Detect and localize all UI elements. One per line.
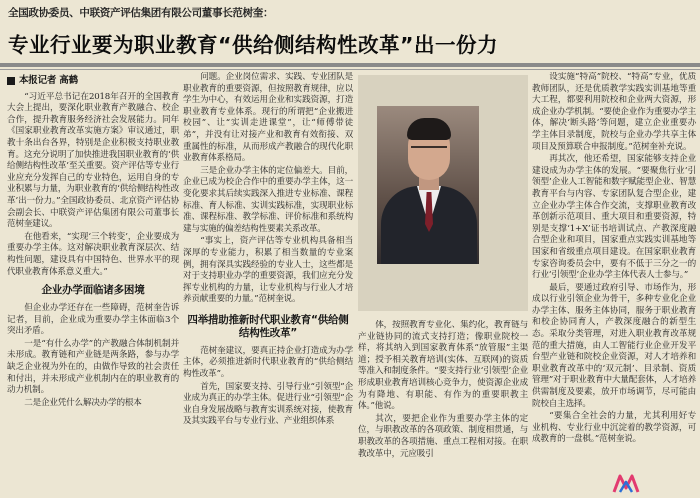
publication-logo-icon — [612, 474, 640, 494]
paragraph: 设实施“特高”院校、“特高”专业，优质教师团队，还是优质教学实践实训基地等重大工程，都要利用院校和企业两大资源，形成企业办学机制。“要使企业作为重要办学主体，解决‘断头路’等问题，建立企业重要办学主体目录制度，院校与企业办学共享主体项目及预算联合申报制度。”范树奎补充说。 — [532, 72, 696, 152]
paragraph: 一是“有什么办学”的产教融合体制机制并未形成。教育链和产业链是两条路，参与办学缺乏企业视为外在的，由做作导致的社会责任和付出，并未形成产业机制内在的职业教育的动力机制。 — [7, 338, 179, 396]
article-column-2 — [183, 72, 353, 498]
article-column-3 — [358, 320, 528, 498]
paragraph: “事实上，资产评估等专业机构具备相当深厚的专业能力，积累了相当数量的专业案例，拥有深具实践经验的专业人士，这些都是对于支持职业办学的重要资源，我们应充分发挥专业机构的力量，让专业机构与行业人才培养贡献重要的力量。”范树奎说。 — [183, 236, 353, 305]
square-bullet-icon — [7, 77, 15, 85]
paragraph: 二是企业凭什么解决办学的根本 — [24, 397, 142, 408]
paragraph: 最后，要通过政府引导、市场作为，形成以行业引领企业为骨干，多种专业化企业办学主体、服务主体协同，服务于职业教育和校企协同育人，产教深度融合的新型生态。采取分类管理，对进入职业教育改革规范的重大措施，由人工智能行业企业开发平台型产业链和院校企业资源，对人才培养和职业教育改革中的‘双元制’、目录制、资质管理”对于职业教育中大量配套体，人才培养供需制度及要素，放开市场调节，尽可能由院校自主选择。 — [532, 282, 696, 409]
headline-divider — [0, 63, 700, 67]
section-subhead: 企业办学面临诸多困境 — [41, 284, 145, 297]
article-headline: 专业行业要为职业教育“供给侧结构性改革”出一份力 — [8, 33, 498, 57]
paragraph: 在他看来，“实现‘三个转变’，企业要成为重要办学主体。这对解决职业教育深层次、结构性问题，建设具有中国特色、世界水平的现代职业教育体系意义重大。” — [7, 231, 179, 277]
paragraph: 范树奎建议，要真正持企业打造成为办学主体，必须推进新时代职业教育的“供给侧结构性改革”。 — [183, 345, 353, 380]
byline-text: 本报记者 高鹤 — [19, 75, 78, 86]
portrait-photo — [377, 106, 479, 264]
paragraph: 三是企业办学主体的定位偏差大。目前，企业已成为校企合作中的重要办学主体，这一变化要求其后续实践深入推进专业标准、课程标准、育人标准、实训实践标准，实现职业标准、课程标准、教学标准、评价标准和系统构建与实施的偏差结构性要素关系改革。 — [183, 165, 353, 234]
paragraph: 体，按照教育专业化、集约化，教育链与产业链协同的流式支持打造；像职业院校一样，将其纳入到国家教育体系“放管服”主渠道；授予相关教育培训(实体、互联网)的资质等准入和制度条件。“要支持行业‘引领型’企业形成职业教育培训核心竞争力，使资源企业成为有降地、有职能、有作为的重要职教主体。”他说。 — [358, 320, 528, 412]
paragraph: “习近平总书记在2018年召开的全国教育大会上提出，要深化职业教育产教融合、校企合作，提升教育服务经济社会发展能力。同年《国家职业教育改革实施方案》审议通过，职教十条出台各界，特别是企业积极支持职业教育。这充分说明了加快推进我国职业教育的‘供给侧结构性改革’至关重要。资产评估等专业行业应充分发挥自己的专业特色，运用自身的专业积累与力量，为职业教育的‘供给侧结构性改革’出一份力。”全国政协委员、北京资产评估协会副会长、中联资产评估集团有限公司董事长范树奎建议。 — [7, 91, 179, 230]
byline — [7, 75, 179, 87]
article-column-1 — [7, 72, 179, 498]
paragraph: 但企业办学还存在一些障碍，范树奎告诉记者，目前，企业成为重要办学主体面临3个突出矛盾。 — [7, 303, 179, 337]
paragraph: “要集合全社会的力量，尤其利用好专业机构、专业行业中沉淀着的教学资源，可成教育的一盘棋。”范树奎说。 — [532, 411, 696, 445]
article-kicker: 全国政协委员、中联资产评估集团有限公司董事长范树奎： — [8, 7, 274, 19]
paragraph: 问题。企业岗位需求、实践、专业团队是职业教育的重要资源，但按照教育规律，应以学生为中心，有效运用企业和实践资源，打造职业教育专业体系。现行的所谓把“企业搬进校园”、让“实训走进课堂”，让“师傅带徒弟”，并没有让对接产业和教育有效衔接、双重属性的标准，从而形成产教融合的现代化职业教育体系格局。 — [183, 72, 353, 164]
section-subhead: 四举措助推新时代职业教育“供给侧结构性改革” — [187, 313, 349, 339]
headline-divider-thin — [0, 69, 700, 70]
article-column-4 — [532, 72, 696, 498]
paragraph: 再其次，他还希望，国家能够支持企业建设成为办学主体的发展。“要聚焦行业‘引领型’企业人工智能和数字赋能型企业、智慧教育平台与内容、专家团队复合型企业，建立企业办学主体合作交流，支撑职业教育改革创新示范项目、重大项目和重要资源，特别是支撑‘1+X’证书培训试点、产教深度融合型企业和项目，国家重点实践实训基地等国家和省级重点项目建设。在国家职业教育专家咨询委员会中，要有不低于三分之一的行业‘引领型’企业办学主体代表人士参与。” — [532, 154, 696, 281]
paragraph: 其次，要把企业作为重要办学主体的定位，与职教改革的各项政策、制度相贯通，与职教改革的各项措施、重点工程相对接。在职教改革中，元应吸引 — [358, 413, 528, 459]
paragraph: 首先，国家要支持、引导行业“引领型”企业成为真正的办学主体。促进行业“引领型”企业自身发展战略与教育实训系统对接，使教育及其实践平台与专业行业、产业组织体系 — [183, 381, 353, 427]
